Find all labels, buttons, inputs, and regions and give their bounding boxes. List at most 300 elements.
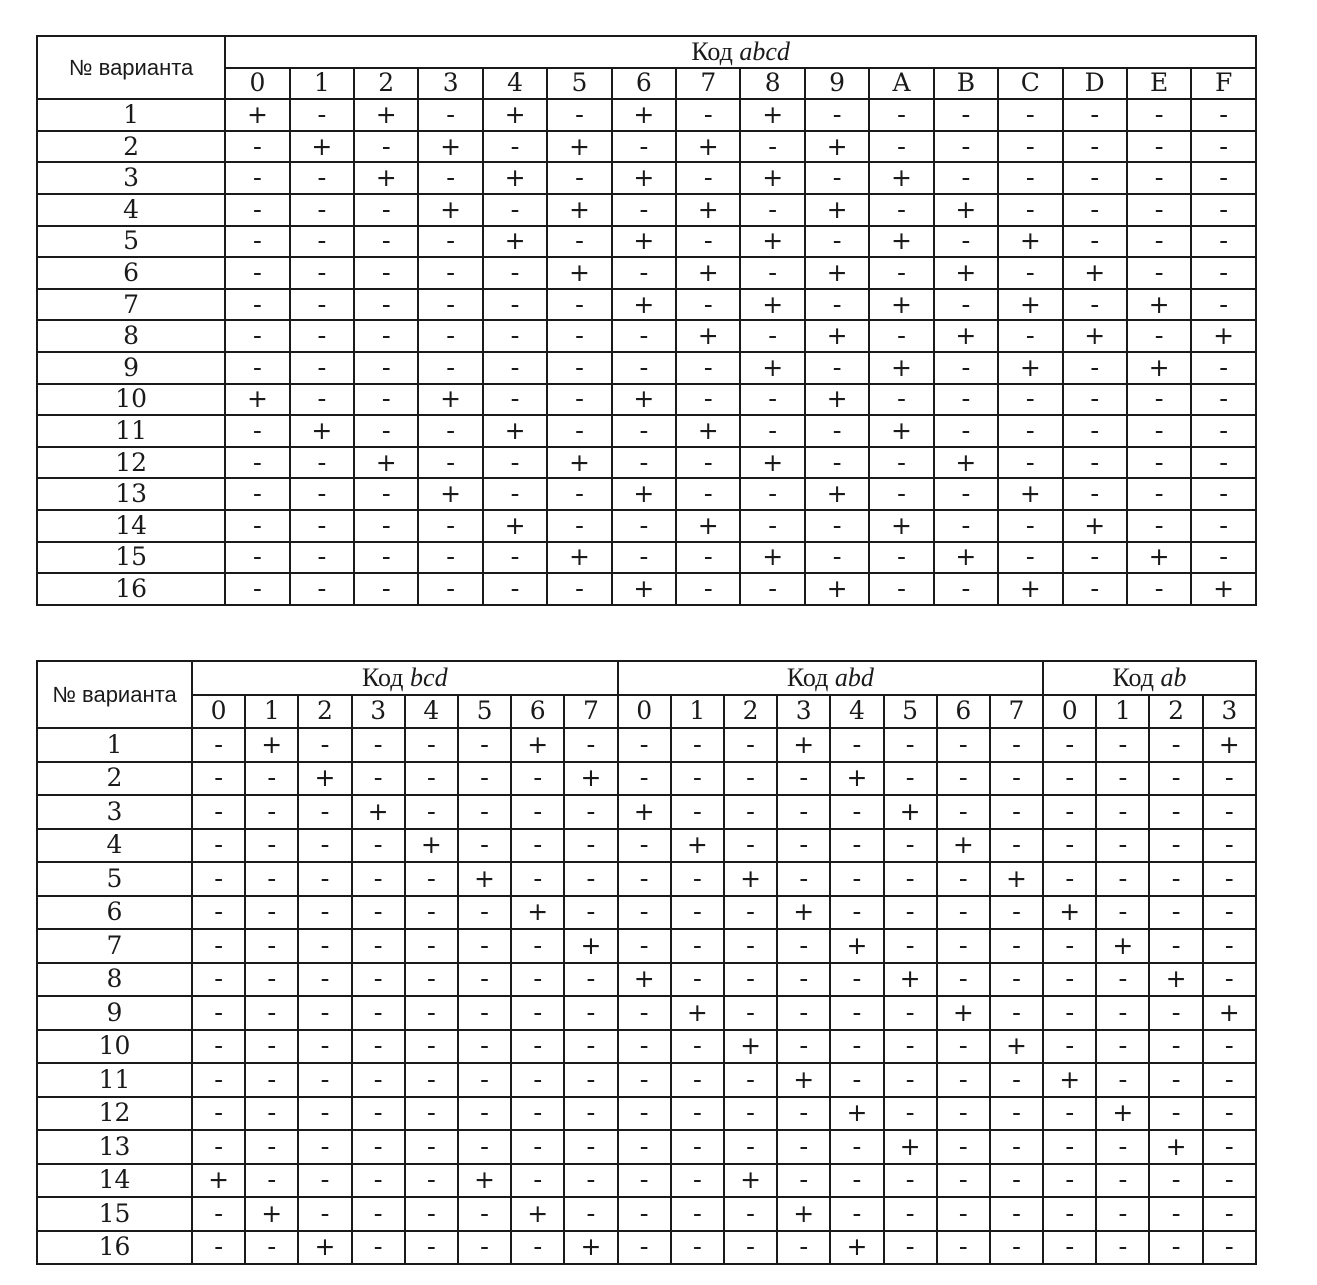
code-mark-cell: - — [405, 1030, 458, 1064]
code-mark-cell: - — [1063, 131, 1127, 163]
code-mark-cell: - — [990, 1097, 1043, 1131]
code-mark-cell: - — [352, 862, 405, 896]
table-row — [37, 573, 1256, 605]
code-mark-cell: - — [405, 862, 458, 896]
code-mark-cell: - — [1149, 929, 1202, 963]
code-mark-cell: - — [1127, 99, 1191, 131]
code-mark-cell: - — [483, 320, 547, 352]
code-mark-cell: + — [547, 542, 611, 574]
code-mark-cell: - — [225, 257, 289, 289]
table-row — [37, 1130, 1256, 1164]
code-mark-cell: + — [671, 996, 724, 1030]
code-column-header: F — [1191, 68, 1256, 100]
code-mark-cell: - — [777, 862, 830, 896]
table-row — [37, 510, 1256, 542]
code-mark-cell: - — [458, 762, 511, 796]
code-mark-cell: + — [676, 415, 740, 447]
code-mark-cell: - — [1096, 762, 1149, 796]
code-mark-cell: - — [418, 415, 482, 447]
code-column-header: 6 — [511, 695, 564, 729]
variant-number: 6 — [37, 257, 225, 289]
code-mark-cell: - — [405, 963, 458, 997]
code-mark-cell: - — [192, 1030, 245, 1064]
code-mark-cell: - — [676, 573, 740, 605]
code-mark-cell: - — [676, 542, 740, 574]
code-column-header: B — [934, 68, 998, 100]
code-mark-cell: + — [724, 1164, 777, 1198]
code-mark-cell: - — [298, 929, 351, 963]
code-mark-cell: - — [869, 320, 933, 352]
code-column-header: 3 — [777, 695, 830, 729]
code-mark-cell: + — [511, 1197, 564, 1231]
code-mark-cell: - — [884, 1030, 937, 1064]
code-mark-cell: - — [192, 728, 245, 762]
code-mark-cell: + — [937, 996, 990, 1030]
code-mark-cell: - — [998, 384, 1062, 416]
code-mark-cell: - — [869, 447, 933, 479]
code-mark-cell: - — [934, 289, 998, 321]
code-mark-cell: - — [671, 1063, 724, 1097]
code-mark-cell: - — [671, 862, 724, 896]
code-mark-cell: - — [547, 162, 611, 194]
variant-number: 14 — [37, 510, 225, 542]
code-mark-cell: - — [934, 573, 998, 605]
code-mark-cell: - — [458, 1231, 511, 1265]
code-mark-cell: - — [1043, 1231, 1096, 1265]
code-mark-cell: - — [564, 829, 617, 863]
code-mark-cell: + — [805, 478, 869, 510]
code-mark-cell: + — [511, 728, 564, 762]
code-mark-cell: + — [564, 1231, 617, 1265]
code-mark-cell: - — [990, 1231, 1043, 1265]
code-mark-cell: - — [225, 226, 289, 258]
code-mark-cell: - — [884, 896, 937, 930]
code-mark-cell: - — [1127, 162, 1191, 194]
code-mark-cell: - — [354, 384, 418, 416]
code-mark-cell: - — [998, 99, 1062, 131]
code-mark-cell: + — [1043, 1063, 1096, 1097]
code-mark-cell: - — [354, 194, 418, 226]
code-mark-cell: - — [777, 1231, 830, 1265]
code-mark-cell: - — [192, 1063, 245, 1097]
code-mark-cell: - — [1203, 1097, 1256, 1131]
code-mark-cell: - — [225, 352, 289, 384]
code-mark-cell: - — [618, 1097, 671, 1131]
code-mark-cell: - — [934, 226, 998, 258]
variant-number: 9 — [37, 996, 192, 1030]
code-mark-cell: - — [884, 1063, 937, 1097]
code-mark-cell: - — [511, 762, 564, 796]
code-mark-cell: - — [352, 996, 405, 1030]
code-ab-header-prefix: Код — [1112, 662, 1161, 692]
code-mark-cell: - — [483, 542, 547, 574]
code-mark-cell: + — [934, 447, 998, 479]
code-mark-cell: + — [1096, 1097, 1149, 1131]
table-row — [37, 929, 1256, 963]
code-mark-cell: + — [724, 1030, 777, 1064]
code-mark-cell: - — [1149, 1231, 1202, 1265]
code-mark-cell: + — [1063, 257, 1127, 289]
code-mark-cell: - — [290, 226, 354, 258]
code-mark-cell: - — [740, 131, 804, 163]
code-mark-cell: - — [671, 1164, 724, 1198]
code-mark-cell: - — [290, 162, 354, 194]
code-mark-cell: - — [1063, 289, 1127, 321]
code-mark-cell: - — [564, 728, 617, 762]
code-mark-cell: - — [934, 352, 998, 384]
code-mark-cell: - — [1127, 478, 1191, 510]
code-bcd-header — [192, 661, 618, 695]
code-mark-cell: + — [934, 257, 998, 289]
code-mark-cell: + — [1063, 510, 1127, 542]
code-column-header: 4 — [405, 695, 458, 729]
code-mark-cell: - — [511, 1231, 564, 1265]
table-row — [37, 728, 1256, 762]
code-mark-cell: + — [458, 1164, 511, 1198]
code-mark-cell: - — [418, 289, 482, 321]
code-mark-cell: - — [1096, 1030, 1149, 1064]
code-mark-cell: + — [676, 131, 740, 163]
code-mark-cell: + — [884, 795, 937, 829]
code-mark-cell: - — [418, 226, 482, 258]
code-mark-cell: + — [1149, 963, 1202, 997]
code-mark-cell: - — [937, 1164, 990, 1198]
code-mark-cell: - — [676, 99, 740, 131]
code-mark-cell: - — [777, 1030, 830, 1064]
code-mark-cell: + — [884, 1130, 937, 1164]
code-mark-cell: + — [676, 194, 740, 226]
code-mark-cell: - — [354, 415, 418, 447]
code-mark-cell: - — [1063, 352, 1127, 384]
code-mark-cell: - — [225, 320, 289, 352]
code-mark-cell: - — [225, 573, 289, 605]
code-mark-cell: - — [1191, 289, 1256, 321]
variant-number: 7 — [37, 929, 192, 963]
code-mark-cell: - — [225, 510, 289, 542]
code-mark-cell: - — [869, 542, 933, 574]
code-mark-cell: - — [937, 1097, 990, 1131]
code-mark-cell: - — [1043, 996, 1096, 1030]
code-mark-cell: - — [671, 1130, 724, 1164]
code-mark-cell: - — [805, 162, 869, 194]
code-mark-cell: - — [1096, 1130, 1149, 1164]
variant-number-header: № варианта — [37, 661, 192, 728]
code-mark-cell: - — [547, 573, 611, 605]
code-mark-cell: - — [676, 162, 740, 194]
code-mark-cell: - — [1063, 99, 1127, 131]
code-mark-cell: - — [618, 929, 671, 963]
code-mark-cell: - — [564, 862, 617, 896]
code-mark-cell: - — [192, 829, 245, 863]
code-mark-cell: - — [290, 447, 354, 479]
code-mark-cell: - — [290, 542, 354, 574]
code-mark-cell: - — [869, 194, 933, 226]
code-column-header: 0 — [1043, 695, 1096, 729]
code-mark-cell: - — [671, 929, 724, 963]
code-mark-cell: + — [1043, 896, 1096, 930]
code-mark-cell: + — [483, 415, 547, 447]
code-mark-cell: - — [884, 1197, 937, 1231]
code-column-header: 7 — [990, 695, 1043, 729]
code-mark-cell: - — [1043, 1030, 1096, 1064]
code-mark-cell: - — [354, 226, 418, 258]
code-mark-cell: + — [483, 226, 547, 258]
code-mark-cell: + — [998, 573, 1062, 605]
code-mark-cell: - — [884, 862, 937, 896]
code-mark-cell: - — [1191, 131, 1256, 163]
code-mark-cell: - — [1191, 257, 1256, 289]
variant-code-table-bcd-abd-ab — [36, 660, 1257, 1265]
code-column-header: 0 — [192, 695, 245, 729]
code-mark-cell: - — [869, 131, 933, 163]
code-mark-cell: - — [352, 896, 405, 930]
code-column-header: 4 — [830, 695, 883, 729]
variant-number: 14 — [37, 1164, 192, 1198]
code-mark-cell: - — [1043, 1197, 1096, 1231]
code-mark-cell: - — [1149, 862, 1202, 896]
code-mark-cell: - — [245, 1063, 298, 1097]
code-mark-cell: - — [418, 447, 482, 479]
code-mark-cell: - — [225, 131, 289, 163]
code-mark-cell: + — [740, 542, 804, 574]
code-mark-cell: - — [564, 1164, 617, 1198]
code-mark-cell: - — [1149, 728, 1202, 762]
table-row — [37, 1097, 1256, 1131]
code-mark-cell: - — [830, 728, 883, 762]
code-mark-cell: - — [1063, 384, 1127, 416]
code-mark-cell: - — [225, 447, 289, 479]
code-mark-cell: - — [990, 1197, 1043, 1231]
code-mark-cell: - — [483, 131, 547, 163]
code-mark-cell: - — [405, 1164, 458, 1198]
code-mark-cell: - — [290, 99, 354, 131]
code-mark-cell: - — [676, 289, 740, 321]
code-mark-cell: - — [547, 384, 611, 416]
code-mark-cell: + — [1191, 320, 1256, 352]
code-mark-cell: + — [805, 257, 869, 289]
code-mark-cell: - — [1096, 1231, 1149, 1265]
code-mark-cell: - — [483, 257, 547, 289]
code-mark-cell: + — [1149, 1130, 1202, 1164]
code-mark-cell: - — [676, 447, 740, 479]
code-mark-cell: + — [740, 99, 804, 131]
code-mark-cell: + — [934, 320, 998, 352]
code-mark-cell: - — [458, 1130, 511, 1164]
code-mark-cell: - — [671, 762, 724, 796]
code-mark-cell: - — [998, 510, 1062, 542]
code-mark-cell: - — [830, 963, 883, 997]
code-mark-cell: - — [990, 1164, 1043, 1198]
code-mark-cell: - — [564, 1197, 617, 1231]
code-column-header: 7 — [564, 695, 617, 729]
code-mark-cell: - — [884, 929, 937, 963]
code-mark-cell: - — [1203, 1197, 1256, 1231]
code-mark-cell: - — [1203, 1030, 1256, 1064]
code-mark-cell: + — [805, 384, 869, 416]
code-mark-cell: - — [724, 1063, 777, 1097]
code-mark-cell: - — [1127, 226, 1191, 258]
code-mark-cell: - — [884, 996, 937, 1030]
code-mark-cell: - — [990, 728, 1043, 762]
code-mark-cell: + — [298, 1231, 351, 1265]
code-mark-cell: - — [1063, 447, 1127, 479]
code-mark-cell: + — [740, 226, 804, 258]
code-mark-cell: - — [724, 728, 777, 762]
code-mark-cell: - — [547, 320, 611, 352]
code-mark-cell: - — [998, 447, 1062, 479]
code-mark-cell: - — [192, 795, 245, 829]
code-mark-cell: - — [1127, 131, 1191, 163]
code-mark-cell: - — [354, 289, 418, 321]
code-mark-cell: + — [998, 478, 1062, 510]
code-mark-cell: + — [612, 478, 676, 510]
code-mark-cell: + — [354, 99, 418, 131]
code-mark-cell: - — [934, 510, 998, 542]
code-column-header: 1 — [290, 68, 354, 100]
code-mark-cell: - — [352, 929, 405, 963]
code-mark-cell: - — [998, 131, 1062, 163]
code-abd-header — [618, 661, 1044, 695]
code-mark-cell: - — [483, 352, 547, 384]
code-mark-cell: - — [1203, 1063, 1256, 1097]
code-mark-cell: - — [937, 795, 990, 829]
table-row — [37, 384, 1256, 416]
code-mark-cell: - — [869, 573, 933, 605]
code-mark-cell: - — [676, 384, 740, 416]
code-column-header: A — [869, 68, 933, 100]
code-mark-cell: - — [671, 896, 724, 930]
code-mark-cell: + — [1127, 352, 1191, 384]
code-mark-cell: - — [1096, 896, 1149, 930]
code-mark-cell: - — [1043, 862, 1096, 896]
code-mark-cell: - — [405, 728, 458, 762]
code-mark-cell: - — [998, 320, 1062, 352]
code-mark-cell: - — [298, 862, 351, 896]
code-column-header: 3 — [352, 695, 405, 729]
code-mark-cell: - — [418, 510, 482, 542]
code-mark-cell: + — [990, 862, 1043, 896]
code-mark-cell: - — [1127, 447, 1191, 479]
code-mark-cell: - — [1096, 795, 1149, 829]
code-mark-cell: - — [547, 289, 611, 321]
code-mark-cell: - — [1191, 226, 1256, 258]
code-mark-cell: - — [483, 194, 547, 226]
code-mark-cell: - — [1063, 194, 1127, 226]
code-mark-cell: - — [1127, 194, 1191, 226]
code-mark-cell: - — [777, 795, 830, 829]
code-mark-cell: - — [937, 1030, 990, 1064]
code-mark-cell: - — [724, 996, 777, 1030]
code-mark-cell: - — [352, 1130, 405, 1164]
code-mark-cell: - — [998, 194, 1062, 226]
code-mark-cell: - — [547, 99, 611, 131]
code-mark-cell: - — [777, 1164, 830, 1198]
code-mark-cell: - — [1149, 795, 1202, 829]
code-mark-cell: - — [298, 1130, 351, 1164]
code-mark-cell: - — [564, 896, 617, 930]
code-mark-cell: - — [290, 320, 354, 352]
code-mark-cell: - — [777, 829, 830, 863]
code-mark-cell: - — [298, 728, 351, 762]
code-mark-cell: - — [777, 762, 830, 796]
header-row-group — [37, 36, 1256, 68]
code-mark-cell: - — [1043, 1130, 1096, 1164]
code-mark-cell: - — [990, 762, 1043, 796]
code-mark-cell: - — [564, 795, 617, 829]
variant-number: 6 — [37, 896, 192, 930]
code-mark-cell: - — [352, 728, 405, 762]
code-mark-cell: - — [671, 1231, 724, 1265]
variant-number: 11 — [37, 1063, 192, 1097]
code-mark-cell: - — [1191, 478, 1256, 510]
code-column-header: 0 — [618, 695, 671, 729]
code-mark-cell: - — [1096, 963, 1149, 997]
code-mark-cell: - — [458, 963, 511, 997]
variant-number: 9 — [37, 352, 225, 384]
code-mark-cell: - — [937, 728, 990, 762]
code-mark-cell: - — [612, 194, 676, 226]
code-mark-cell: + — [869, 415, 933, 447]
code-mark-cell: - — [192, 963, 245, 997]
code-mark-cell: - — [990, 963, 1043, 997]
code-mark-cell: + — [671, 829, 724, 863]
code-mark-cell: - — [740, 194, 804, 226]
code-mark-cell: - — [777, 996, 830, 1030]
code-mark-cell: + — [805, 573, 869, 605]
code-mark-cell: - — [805, 415, 869, 447]
code-mark-cell: - — [869, 99, 933, 131]
code-mark-cell: - — [1043, 795, 1096, 829]
variant-number: 8 — [37, 963, 192, 997]
code-mark-cell: + — [676, 320, 740, 352]
code-mark-cell: - — [298, 1030, 351, 1064]
code-column-header: 2 — [724, 695, 777, 729]
code-mark-cell: - — [458, 996, 511, 1030]
table-row — [37, 415, 1256, 447]
variant-number: 16 — [37, 1231, 192, 1265]
code-mark-cell: + — [805, 131, 869, 163]
code-mark-cell: - — [511, 929, 564, 963]
code-mark-cell: - — [458, 929, 511, 963]
code-mark-cell: + — [740, 162, 804, 194]
code-mark-cell: - — [192, 1130, 245, 1164]
code-mark-cell: - — [245, 1164, 298, 1198]
code-mark-cell: - — [618, 1231, 671, 1265]
code-column-header: 1 — [1096, 695, 1149, 729]
code-mark-cell: - — [724, 1231, 777, 1265]
code-mark-cell: + — [1096, 929, 1149, 963]
code-mark-cell: - — [298, 829, 351, 863]
variant-number: 7 — [37, 289, 225, 321]
code-mark-cell: - — [612, 542, 676, 574]
code-mark-cell: + — [934, 542, 998, 574]
code-mark-cell: - — [245, 762, 298, 796]
code-mark-cell: - — [740, 320, 804, 352]
code-mark-cell: + — [354, 162, 418, 194]
code-mark-cell: + — [418, 131, 482, 163]
code-mark-cell: - — [724, 1097, 777, 1131]
code-mark-cell: - — [418, 542, 482, 574]
code-mark-cell: - — [990, 1130, 1043, 1164]
code-mark-cell: - — [405, 1130, 458, 1164]
code-column-header: 4 — [483, 68, 547, 100]
code-mark-cell: - — [511, 1030, 564, 1064]
code-mark-cell: - — [511, 1130, 564, 1164]
code-mark-cell: - — [192, 762, 245, 796]
code-mark-cell: + — [547, 194, 611, 226]
code-mark-cell: - — [483, 384, 547, 416]
variant-number: 15 — [37, 1197, 192, 1231]
